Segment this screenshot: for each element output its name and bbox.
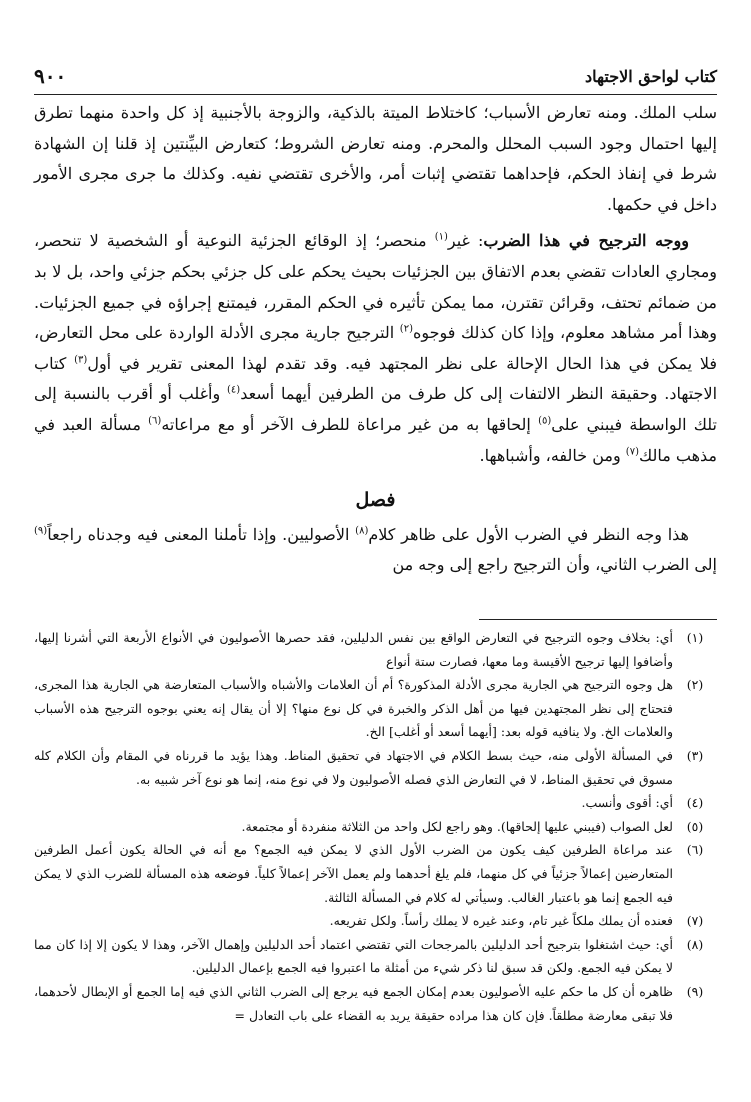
footnote xyxy=(34,673,717,744)
paragraph-2-lead: ووجه الترجيح في هذا الضرب xyxy=(483,231,689,251)
paragraph-3-text: الأصوليين. وإذا تأملنا المعنى فيه وجدناه راجعاً xyxy=(47,524,356,544)
paragraph-3-text: إلى الضرب الثاني، وأن الترجيح راجع إلى وجه من xyxy=(392,555,717,575)
footnote-ref: (٣) xyxy=(74,354,88,366)
paragraph-3-text: هذا وجه النظر في الضرب الأول على ظاهر كلام xyxy=(368,524,689,544)
paragraph-2 xyxy=(34,226,717,471)
footnote-text: فعنده أن يملك ملكاً غير تام، وعند غيره لا يملك رأساً. ولكل تفريعه. xyxy=(329,913,673,929)
main-text xyxy=(34,98,717,581)
paragraph-2-text: ومن خالفه، وأشباهها. xyxy=(479,445,626,465)
footnote-number: (١) xyxy=(686,630,704,645)
footnote xyxy=(34,744,717,791)
footnote-number: (٣) xyxy=(686,747,704,763)
footnote-number: (٥) xyxy=(686,818,704,834)
running-title: كتاب لواحق الاجتهاد xyxy=(584,66,717,86)
footnote-text: أي: حيث اشتغلوا بترجيح أحد الدليلين بالمرجحات التي تقتضي اعتماد أحد الدليلين وإهمال الآخر، وهذا لا يكون إلا إذا كان مما لا يمكن فيه الجمع. ولكن قد سبق لنا ذكر شيء من أمثلة ما اعتبروا فيه الجمع بإعمال الدليلين. xyxy=(34,936,673,976)
paragraph-2-text: وأغلب أو أقرب بالنسبة إلى تلك الواسطة فيبني على xyxy=(34,384,717,434)
footnote-number: (٢) xyxy=(686,677,704,693)
footnote-ref: (٧) xyxy=(625,446,639,458)
footnote-ref: (٦) xyxy=(148,415,162,427)
footnote-number: (٩) xyxy=(686,983,704,999)
footnote xyxy=(34,626,717,673)
footnote xyxy=(34,838,717,909)
footnote-number: (٧) xyxy=(686,913,704,929)
footnote-text: أي: أقوى وأنسب. xyxy=(581,795,673,811)
paragraph-2-text: إلحاقها به من غير مراعاة للطرف الآخر أو مع مراعاته xyxy=(161,414,539,434)
footnote-number: (٤) xyxy=(686,795,704,811)
section-heading: فصل xyxy=(355,489,396,512)
footnote-text: ظاهره أن كل ما حكم عليه الأصوليون بعدم إمكان الجمع فيه يرجع إلى الضرب الثاني الذي فيه إما الجمع أو الإبطال لأحدهما، فلا تبقى معارضة مطلقاً. فإن كان هذا مراده حقيقة يريد به القضاء على باب التعادل = xyxy=(34,983,673,1023)
footnotes xyxy=(34,626,717,1027)
paragraph-2-text: كتاب الاجتهاد. وحقيقة النظر الالتفات إلى كل طرف من الطرفين أيهما أسعد xyxy=(34,353,718,404)
footnote-text: هل وجوه الترجيح هي الجارية مجرى الأدلة المذكورة؟ أم أن العلامات والأشباه والأسباب المتعارضة هي الجارية هذا المجرى، فتحتاج إلى نظر المجتهدين فيها من أهل الذكر والخبرة في كل نوع منها؟ إلا أن يقال إنه يعني بوجوه الترجيح هذه الأسباب والعلامات الخ. ولا ينافيه قوله بعد: [أيهما أسعد أو أغلب] الخ. xyxy=(34,677,673,740)
footnote-ref: (٢) xyxy=(399,323,413,335)
footnote xyxy=(34,815,717,839)
page-header xyxy=(34,58,717,95)
page-number: ٩٠٠ xyxy=(34,64,67,88)
footnote xyxy=(34,909,717,933)
footnote-ref: (٤) xyxy=(227,385,241,397)
paragraph-1: سلب الملك. ومنه تعارض الأسباب؛ كاختلاط الميتة بالذكية، والزوجة بالأجنبية إذ كل واحدة منهما تطرق إليها احتمال وجود السبب المحلل والمحرم. ومنه تعارض الشروط؛ كتعارض البيِّنتين إذ قلنا إن الشهادة شرط في إنفاذ الحكم، فإحداهما تقتضي إثبات أمر، والأخرى تقتضي نفيه. وكذلك ما جرى مجرى الأمور داخل في حكمها. xyxy=(34,103,717,214)
footnote-text: في المسألة الأولى منه، حيث بسط الكلام في الاجتهاد في تحقيق المناط. وهذا يؤيد ما قررناه في المقام وأن الكلام كله مسوق في تحقيق المناط، لا في التعارض الذي فصله الأصوليون ولا في نوع منه، إنما هو نوع آخر شبيه به. xyxy=(34,747,673,787)
footnote xyxy=(34,933,717,980)
footnote-ref: (٩) xyxy=(34,525,48,537)
footnote-ref: (١) xyxy=(434,232,448,244)
footnote xyxy=(34,791,717,815)
footnote-ref: (٨) xyxy=(355,525,369,537)
paragraph-3 xyxy=(34,520,717,581)
footnote-ref: (٥) xyxy=(538,415,552,427)
footnote xyxy=(34,980,717,1027)
paragraph-2-text: : غير xyxy=(447,231,484,251)
paragraph-2-text: مسألة العبد في مذهب مالك xyxy=(34,414,717,465)
paragraph-2-text: منحصر؛ إذ الوقائع الجزئية النوعية أو الشخصية لا تنحصر، ومجاري العادات تقضي بعدم الاتفاق بين الجزئيات بحيث يحكم على كل جزئي بحكم جزئي واحد، بل لا بد من ضمائم تحتف، وقرائن تقترن، مما يمكن تأثيره في الحكم المقرر، فيمتنع إجراؤه في جميع الجزئيات. وهذا أمر مشاهد معلوم، وإذا كان كذلك فوجوه xyxy=(34,231,717,343)
footnote-text: لعل الصواب (فيبني عليها إلحاقها). وهو راجع لكل واحد من الثلاثة منفردة أو مجتمعة. xyxy=(241,818,673,834)
footnote-number: (٨) xyxy=(686,936,704,952)
footnote-text: عند مراعاة الطرفين كيف يكون من الضرب الأول الذي لا يمكن فيه الجمع؟ مع أنه في الحالة يكون أعمل الطرفين المتعارضين إعمالاً جزئياً في كل منهما، فلم يلغ أحدهما ولم يعمل الآخر إعمالاً كلياً. فوضعه هذه المسألة للضرب الذي لا يمكن فيه الجمع إنما هو باعتبار الغالب. وسيأتي له كلام في المسألة الثالثة. xyxy=(34,842,673,905)
footnote-number: (٦) xyxy=(686,842,704,858)
footnote-text: أي: بخلاف وجوه الترجيح في التعارض الواقع بين نفس الدليلين، فقد حصرها الأصوليون في الأنواع الأربعة التي أشرنا إليها، وأضافوا إليها ترجيح الأقيسة وما معها، فصارت ستة أنواع xyxy=(34,630,673,669)
paragraph-2-text: الترجيح جارية مجرى الأدلة الواردة على محل التعارض، فلا يمكن في هذا الحال الإحالة على نظر المجتهد فيه. وقد تقدم لهذا المعنى تقرير في أول xyxy=(34,323,718,373)
footnote-divider xyxy=(479,619,717,620)
